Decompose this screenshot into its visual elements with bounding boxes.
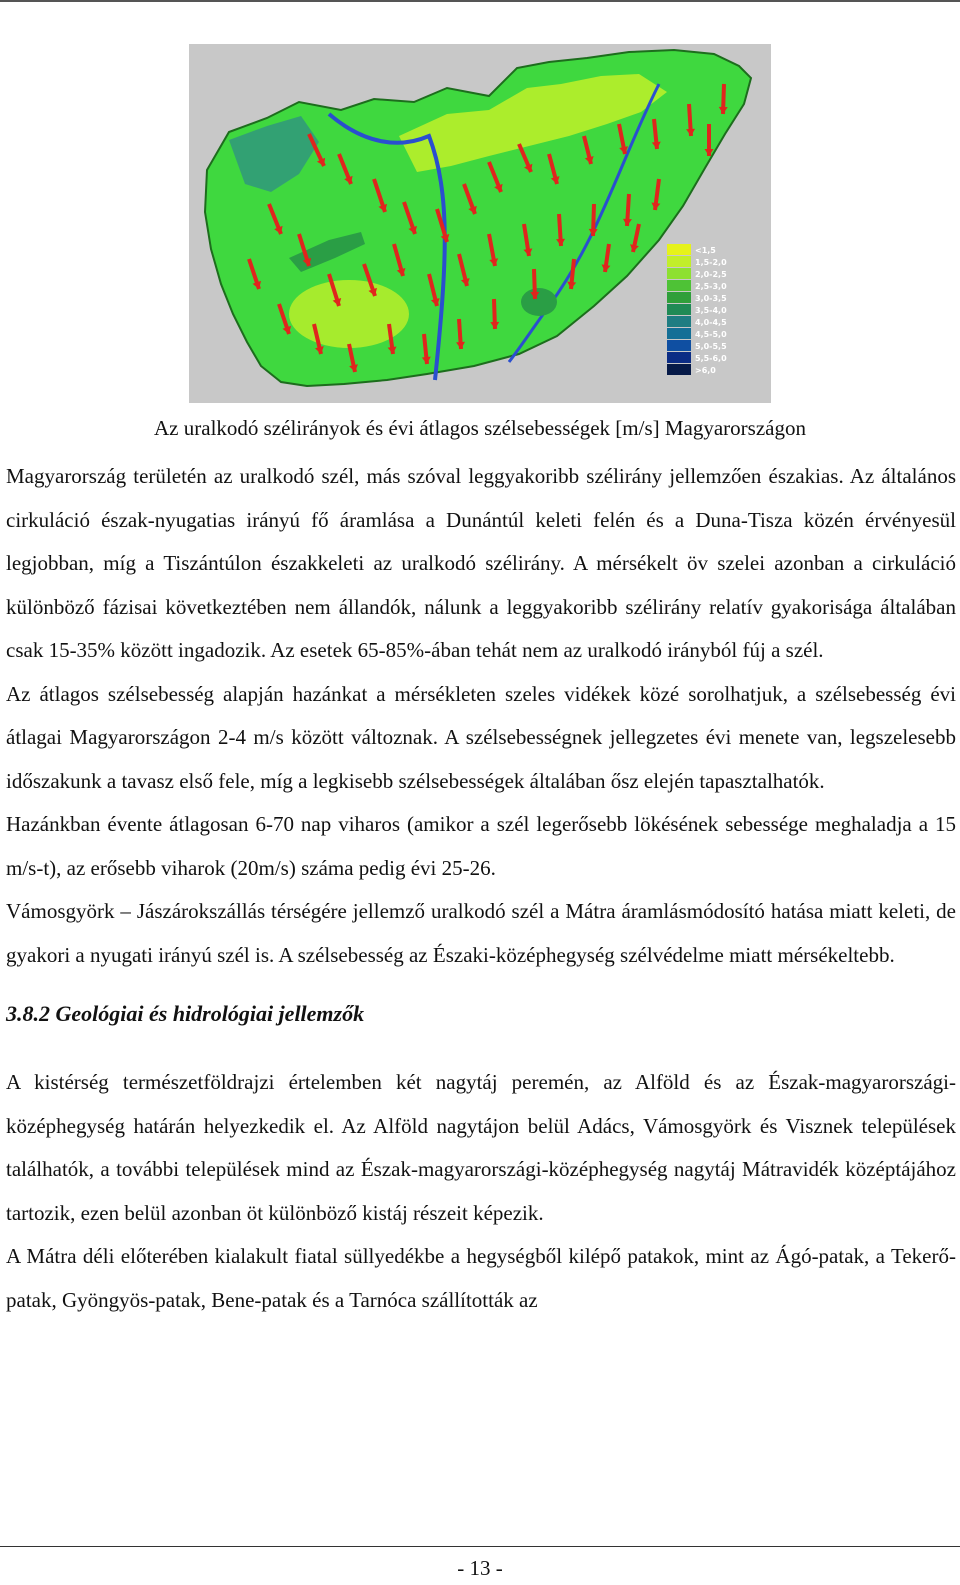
legend-swatch: [667, 352, 691, 363]
paragraph: Vámosgyörk – Jászárokszállás térségére jellemző uralkodó szél a Mátra áramlásmódosító hatása miatt keleti, de gyakori a nyugati irányú szél is. A szélsebesség az Északi-középhegység szélvédelme miatt mérsékeltebb.: [6, 899, 956, 967]
legend-label: 2,0-2,5: [695, 270, 727, 279]
footer-rule: [0, 1546, 960, 1547]
paragraph: Hazánkban évente átlagosan 6-70 nap viharos (amikor a szél legerősebb lökésének sebessége meghaladja a 15 m/s-t), az erősebb viharok (20m/s) száma pedig évi 25-26.: [6, 812, 956, 880]
page-number: - 13 -: [457, 1556, 503, 1580]
legend-swatch: [667, 316, 691, 327]
hungary-wind-map: [189, 44, 771, 403]
legend-swatch: [667, 304, 691, 315]
legend-swatch: [667, 364, 691, 375]
legend-label: 5,0-5,5: [695, 342, 727, 351]
paragraph: Magyarország területén az uralkodó szél, más szóval leggyakoribb szélirány jellemzően északias. Az általános cirkuláció észak-nyugatias irányú fő áramlása a Dunántúl keleti felén és a Duna-Tisza közén érvényesül legjobban, míg a Tiszántúlon északkeleti az uralkodó szélirány. A mérsékelt öv szelei azonban a cirkuláció különböző fázisai következtében nem állandók, nálunk a leggyakoribb szélirány relatív gyakorisága általában csak 15-35% között ingadozik. Az esetek 65-85%-ában tehát nem az uralkodó irányból fúj a szél.: [6, 464, 956, 662]
wind-speed-legend: [667, 244, 727, 375]
paragraph: A Mátra déli előterében kialakult fiatal süllyedékbe a hegységből kilépő patakok, mint az Ágó-patak, a Tekerő-patak, Gyöngyös-patak, Bene-patak és a Tarnóca szállították az: [6, 1244, 956, 1312]
wind-map-figure: [189, 44, 771, 403]
legend-swatch: [667, 268, 691, 279]
legend-label: 2,5-3,0: [695, 282, 727, 291]
legend-label: 4,0-4,5: [695, 318, 727, 327]
legend-label: 3,5-4,0: [695, 306, 727, 315]
legend-label: 4,5-5,0: [695, 330, 727, 339]
legend-label: 5,5-6,0: [695, 354, 727, 363]
legend-label: 3,0-3,5: [695, 294, 727, 303]
paragraph: Az átlagos szélsebesség alapján hazánkat a mérsékleten szeles vidékek közé sorolhatjuk, a szélsebesség évi átlagai Magyarországon 2-4 m/s között változnak. A szélsebességnek jellegzetes évi menete van, legszelesebb időszakunk a tavasz első fele, míg a legkisebb szélsebességek általában ősz elején tapasztalhatók.: [6, 681, 956, 793]
paragraph: A kistérség természetföldrajzi értelemben két nagytáj peremén, az Alföld és az Észak-magyarországi-középhegység határán helyezkedik el. Az Alföld nagytájon belül Adács, Vámosgyörk és Visznek települések találhatók, a további települések mind az Észak-magyarországi-középhegység nagytáj Mátravidék középtájához tartozik, ezen belül azonban öt különböző kistáj részeit képezik.: [6, 1070, 956, 1225]
legend-swatch: [667, 280, 691, 291]
figure-caption: Az uralkodó szélirányok és évi átlagos szélsebességek [m/s] Magyarországon: [154, 416, 806, 440]
legend-label: <1,5: [695, 246, 716, 255]
top-rule: [0, 0, 960, 2]
legend-swatch: [667, 256, 691, 267]
legend-label: >6,0: [695, 366, 716, 375]
legend-swatch: [667, 244, 691, 255]
legend-swatch: [667, 340, 691, 351]
legend-label: 1,5-2,0: [695, 258, 727, 267]
legend-swatch: [667, 328, 691, 339]
legend-swatch: [667, 292, 691, 303]
section-heading: 3.8.2 Geológiai és hidrológiai jellemzők: [6, 1001, 365, 1026]
document-body: [6, 455, 956, 1322]
